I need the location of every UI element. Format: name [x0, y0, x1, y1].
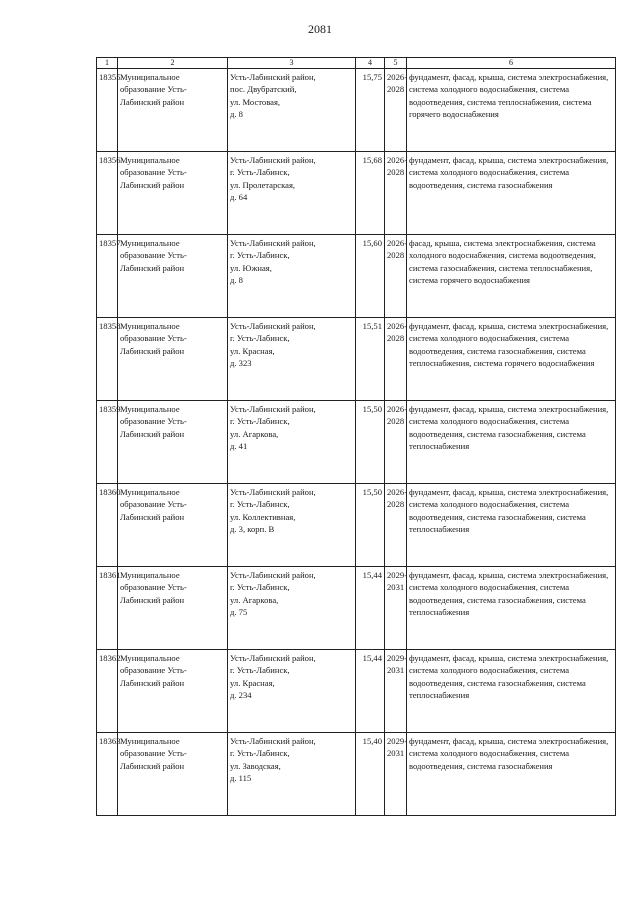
- row-number: 18355: [97, 69, 118, 152]
- address-line: г. Усть-Лабинск,: [230, 582, 290, 593]
- address-line: г. Усть-Лабинск,: [230, 333, 290, 344]
- address: [228, 152, 356, 235]
- address-line: д. 3, корп. В: [230, 524, 275, 535]
- address-line: Усть-Лабинский район,: [230, 736, 316, 746]
- address-line: д. 8: [230, 275, 243, 286]
- works-list: фундамент, фасад, крыша, система электроснабжения, система холодного водоснабжения, система водоотведения, система теплоснабжения, система горячего водоснабжения: [407, 69, 616, 152]
- address: [228, 650, 356, 733]
- repair-period: [385, 484, 407, 567]
- year-line: 2026-: [387, 72, 408, 82]
- address-line: Усть-Лабинский район,: [230, 570, 316, 580]
- municipality-name: Муниципальное образование Усть-Лабинский район: [118, 567, 228, 650]
- row-number: 18358: [97, 318, 118, 401]
- address-line: г. Усть-Лабинск,: [230, 665, 290, 676]
- year-line: 2028: [387, 167, 405, 178]
- address-line: д. 115: [230, 773, 252, 784]
- repair-period: [385, 152, 407, 235]
- year-line: 2029-: [387, 653, 408, 663]
- address-line: г. Усть-Лабинск,: [230, 250, 290, 261]
- address-line: ул. Красная,: [230, 345, 275, 356]
- municipality-name: Муниципальное образование Усть-Лабинский район: [118, 733, 228, 816]
- area-value: 15,50: [356, 401, 385, 484]
- address-line: д. 64: [230, 192, 248, 203]
- address-line: пос. Двубратский,: [230, 84, 297, 95]
- table-row: [97, 69, 616, 152]
- register-table: [96, 57, 616, 816]
- row-number: 18362: [97, 650, 118, 733]
- address: [228, 235, 356, 318]
- area-value: 15,40: [356, 733, 385, 816]
- area-value: 15,75: [356, 69, 385, 152]
- address-line: ул. Заводская,: [230, 760, 281, 771]
- address-line: ул. Коллективная,: [230, 511, 296, 522]
- municipality-name: Муниципальное образование Усть-Лабинский район: [118, 484, 228, 567]
- column-header: 4: [356, 58, 385, 69]
- repair-period: [385, 318, 407, 401]
- year-line: 2026-: [387, 404, 408, 414]
- address-line: Усть-Лабинский район,: [230, 404, 316, 414]
- row-number: 18359: [97, 401, 118, 484]
- row-number: 18357: [97, 235, 118, 318]
- area-value: 15,51: [356, 318, 385, 401]
- address: [228, 69, 356, 152]
- repair-period: [385, 235, 407, 318]
- municipality-name: Муниципальное образование Усть-Лабинский район: [118, 650, 228, 733]
- repair-period: [385, 567, 407, 650]
- year-line: 2031: [387, 748, 405, 759]
- area-value: 15,44: [356, 650, 385, 733]
- address-line: Усть-Лабинский район,: [230, 321, 316, 331]
- municipality-name: Муниципальное образование Усть-Лабинский район: [118, 235, 228, 318]
- table-row: [97, 401, 616, 484]
- area-value: 15,68: [356, 152, 385, 235]
- address-line: ул. Южная,: [230, 262, 272, 273]
- address-line: д. 75: [230, 607, 248, 618]
- area-value: 15,50: [356, 484, 385, 567]
- year-line: 2026-: [387, 155, 408, 165]
- address-line: г. Усть-Лабинск,: [230, 748, 290, 759]
- works-list: фасад, крыша, система электроснабжения, система холодного водоснабжения, система водоотведения, система газоснабжения, система теплоснабжения, система горячего водоснабжения: [407, 235, 616, 318]
- row-number: 18360: [97, 484, 118, 567]
- column-header: 1: [97, 58, 118, 69]
- year-line: 2026-: [387, 487, 408, 497]
- address: [228, 401, 356, 484]
- year-line: 2031: [387, 665, 405, 676]
- address-line: г. Усть-Лабинск,: [230, 167, 290, 178]
- year-line: 2026-: [387, 321, 408, 331]
- address-line: д. 8: [230, 109, 243, 120]
- address-line: ул. Агаркова,: [230, 428, 279, 439]
- address-line: ул. Красная,: [230, 677, 275, 688]
- works-list: фундамент, фасад, крыша, система электроснабжения, система холодного водоснабжения, система водоотведения, система газоснабжения, система теплоснабжения, система горячего водоснабжения: [407, 318, 616, 401]
- table-row: [97, 650, 616, 733]
- address-line: Усть-Лабинский район,: [230, 72, 316, 82]
- repair-period: [385, 69, 407, 152]
- address-line: ул. Мостовая,: [230, 96, 281, 107]
- table-row: [97, 152, 616, 235]
- repair-period: [385, 733, 407, 816]
- year-line: 2029-: [387, 570, 408, 580]
- column-header: 6: [407, 58, 616, 69]
- year-line: 2028: [387, 250, 405, 261]
- address: [228, 567, 356, 650]
- works-list: фундамент, фасад, крыша, система электроснабжения, система холодного водоснабжения, система водоотведения, система газоснабжения, система теплоснабжения: [407, 401, 616, 484]
- column-header: 2: [118, 58, 228, 69]
- address-line: Усть-Лабинский район,: [230, 487, 316, 497]
- table-header-row: [97, 58, 616, 69]
- repair-period: [385, 401, 407, 484]
- row-number: 18361: [97, 567, 118, 650]
- works-list: фундамент, фасад, крыша, система электроснабжения, система холодного водоснабжения, система водоотведения, система газоснабжения: [407, 733, 616, 816]
- address-line: ул. Агаркова,: [230, 594, 279, 605]
- year-line: 2028: [387, 499, 405, 510]
- works-list: фундамент, фасад, крыша, система электроснабжения, система холодного водоснабжения, система водоотведения, система газоснабжения, система теплоснабжения: [407, 567, 616, 650]
- table-row: [97, 318, 616, 401]
- address: [228, 318, 356, 401]
- address: [228, 484, 356, 567]
- address-line: ул. Пролетарская,: [230, 179, 296, 190]
- municipality-name: Муниципальное образование Усть-Лабинский район: [118, 318, 228, 401]
- row-number: 18356: [97, 152, 118, 235]
- works-list: фундамент, фасад, крыша, система электроснабжения, система холодного водоснабжения, система водоотведения, система газоснабжения: [407, 152, 616, 235]
- table-row: [97, 235, 616, 318]
- address-line: Усть-Лабинский район,: [230, 653, 316, 663]
- address-line: г. Усть-Лабинск,: [230, 416, 290, 427]
- address: [228, 733, 356, 816]
- year-line: 2028: [387, 416, 405, 427]
- repair-period: [385, 650, 407, 733]
- area-value: 15,44: [356, 567, 385, 650]
- works-list: фундамент, фасад, крыша, система электроснабжения, система холодного водоснабжения, система водоотведения, система газоснабжения, система теплоснабжения: [407, 650, 616, 733]
- row-number: 18363: [97, 733, 118, 816]
- address-line: Усть-Лабинский район,: [230, 238, 316, 248]
- year-line: 2029-: [387, 736, 408, 746]
- column-header: 5: [385, 58, 407, 69]
- year-line: 2031: [387, 582, 405, 593]
- page-number: 2081: [308, 22, 332, 36]
- table-row: [97, 733, 616, 816]
- address-line: д. 234: [230, 690, 252, 701]
- area-value: 15,60: [356, 235, 385, 318]
- works-list: фундамент, фасад, крыша, система электроснабжения, система холодного водоснабжения, система водоотведения, система газоснабжения, система теплоснабжения: [407, 484, 616, 567]
- address-line: г. Усть-Лабинск,: [230, 499, 290, 510]
- year-line: 2026-: [387, 238, 408, 248]
- table-row: [97, 567, 616, 650]
- address-line: Усть-Лабинский район,: [230, 155, 316, 165]
- year-line: 2028: [387, 84, 405, 95]
- address-line: д. 41: [230, 441, 248, 452]
- column-header: 3: [228, 58, 356, 69]
- address-line: д. 323: [230, 358, 252, 369]
- year-line: 2028: [387, 333, 405, 344]
- municipality-name: Муниципальное образование Усть-Лабинский район: [118, 401, 228, 484]
- municipality-name: Муниципальное образование Усть-Лабинский район: [118, 152, 228, 235]
- municipality-name: Муниципальное образование Усть-Лабинский район: [118, 69, 228, 152]
- table-row: [97, 484, 616, 567]
